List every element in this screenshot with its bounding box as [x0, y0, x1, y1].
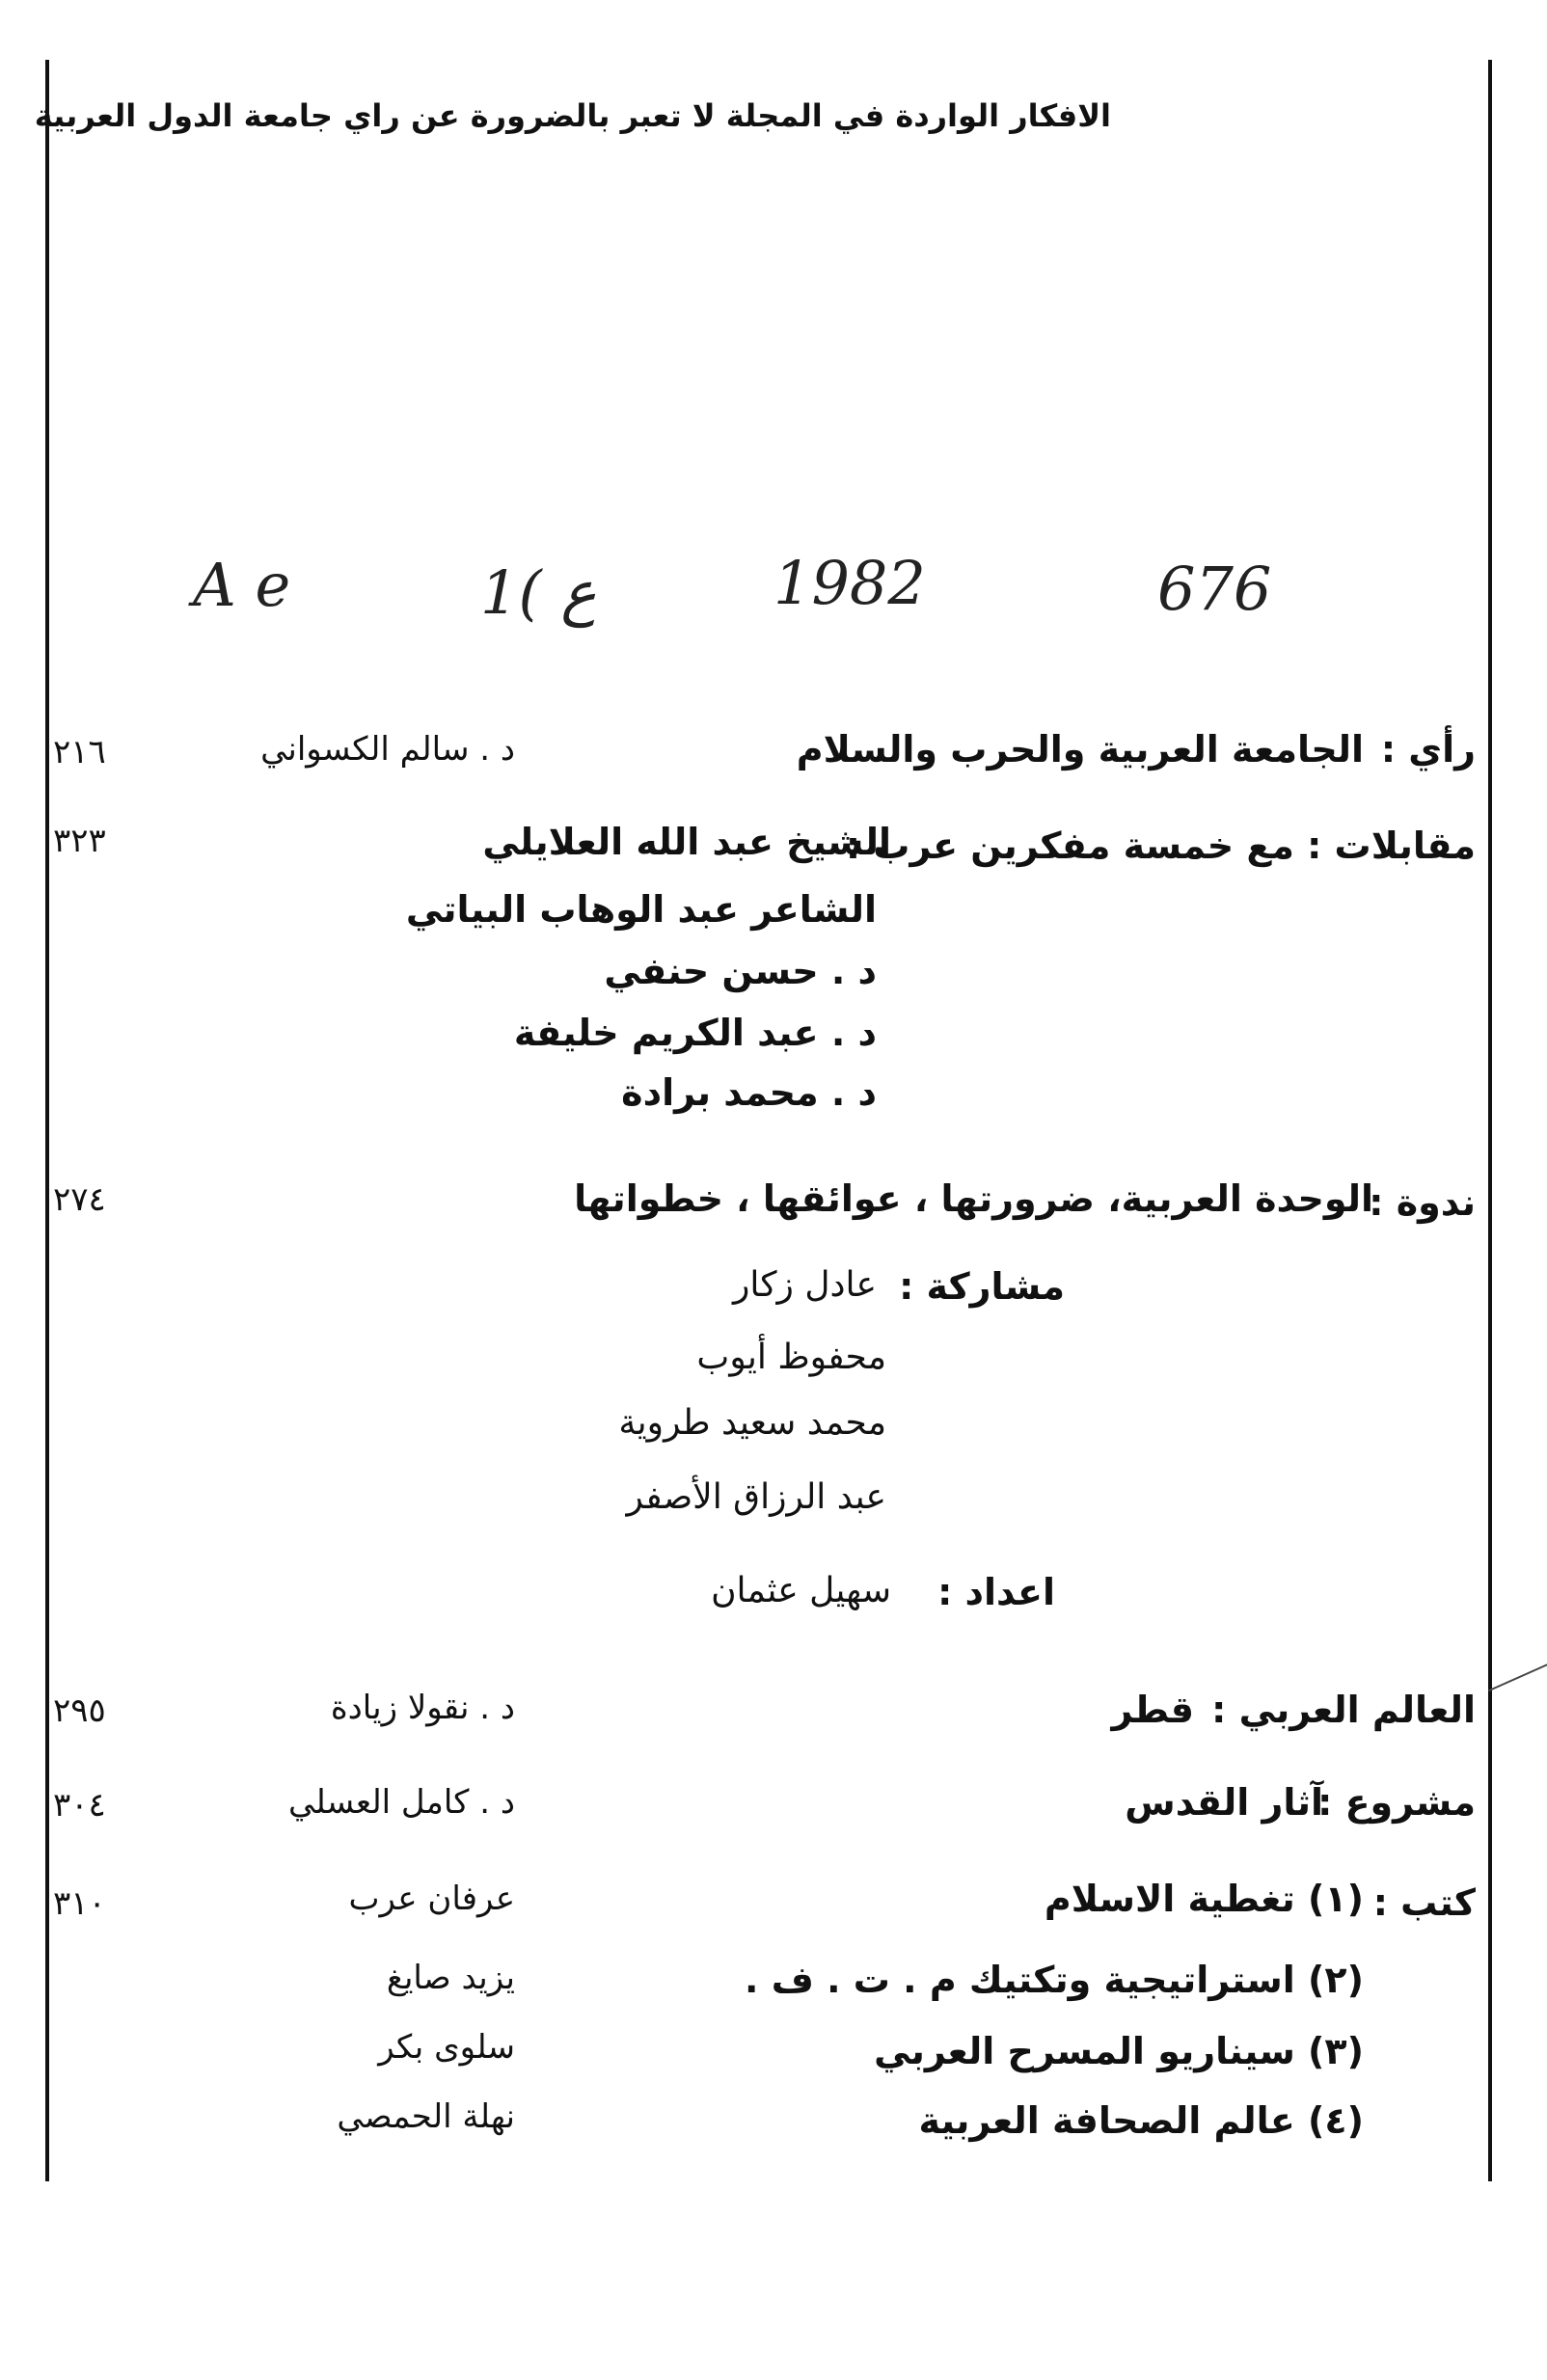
symposium-label: ندوة : [1369, 1181, 1476, 1224]
handwritten-number: 676 [1157, 554, 1272, 624]
participant-3: محمد سعيد طروية [618, 1403, 886, 1443]
participant-1: عادل زكار [733, 1265, 877, 1305]
book-2-author: يزيد صايغ [386, 1959, 515, 1997]
books-label: كتب : [1372, 1881, 1476, 1924]
participant-2: محفوظ أيوب [696, 1338, 886, 1377]
project-label: مشروع : [1317, 1781, 1476, 1824]
book-4-title: (٤) عالم الصحافة العربية [918, 2099, 1364, 2142]
ray-page: ٢١٦ [53, 733, 106, 771]
interviewee-4: د . عبد الكريم خليفة [513, 1012, 877, 1054]
right-border-line [1488, 60, 1492, 2181]
handwritten-year: 1982 [774, 548, 926, 618]
header-disclaimer: الافكار الواردة في المجلة لا تعبر بالضرورة عن راي جامعة الدول العربية [34, 97, 1111, 134]
ray-author: د . سالم الكسواني [260, 730, 515, 769]
project-title: آثار القدس [1125, 1781, 1323, 1824]
prepared-label: اعداد : [937, 1571, 1055, 1613]
interviewee-3: د . حسن حنفي [604, 950, 877, 992]
participant-4: عبد الرزاق الأصفر [626, 1477, 886, 1517]
book-1-title: (١) تغطية الاسلام [1044, 1878, 1364, 1920]
interviewee-2: الشاعر عبد الوهاب البياتي [405, 888, 877, 931]
interviews-page: ٣٢٣ [53, 822, 106, 860]
prepared-by: سهيل عثمان [711, 1571, 891, 1610]
handwritten-mark-b: 1( ع [480, 557, 597, 628]
pen-stroke [1488, 1659, 1547, 1691]
book-4-author: نهلة الحمصي [337, 2097, 515, 2136]
interviews-label: مقابلات : مع خمسة مفكرين عرب : [845, 825, 1476, 867]
project-author: د . كامل العسلي [287, 1783, 515, 1822]
ray-title: الجامعة العربية والحرب والسلام [796, 728, 1364, 771]
book-2-title: (٢) استراتيجية وتكتيك م . ت . ف . [745, 1959, 1364, 2001]
handwritten-mark-a: A e [193, 550, 291, 620]
participation-label: مشاركة : [899, 1265, 1065, 1308]
project-page: ٣٠٤ [53, 1786, 106, 1825]
book-3-title: (٣) سيناريو المسرح العربي [874, 2030, 1364, 2072]
books-page: ٣١٠ [53, 1884, 106, 1923]
interviewee-5: د . محمد برادة [621, 1071, 877, 1114]
interviewee-1: الشيخ عبد الله العلايلي [482, 821, 891, 863]
arab-world-author: د . نقولا زيادة [330, 1689, 515, 1727]
arab-world-page: ٢٩٥ [53, 1691, 106, 1730]
ray-label: رأي : [1380, 728, 1476, 771]
left-border-line [45, 60, 49, 2181]
book-1-author: عرفان عرب [348, 1880, 515, 1918]
book-3-author: سلوى بكر [378, 2028, 515, 2067]
symposium-title: الوحدة العربية، ضرورتها ، عوائقها ، خطواتها [574, 1177, 1373, 1220]
arab-world-title: قطر [1111, 1689, 1194, 1731]
symposium-page: ٢٧٤ [53, 1180, 106, 1219]
arab-world-label: العالم العربي : [1211, 1689, 1476, 1731]
